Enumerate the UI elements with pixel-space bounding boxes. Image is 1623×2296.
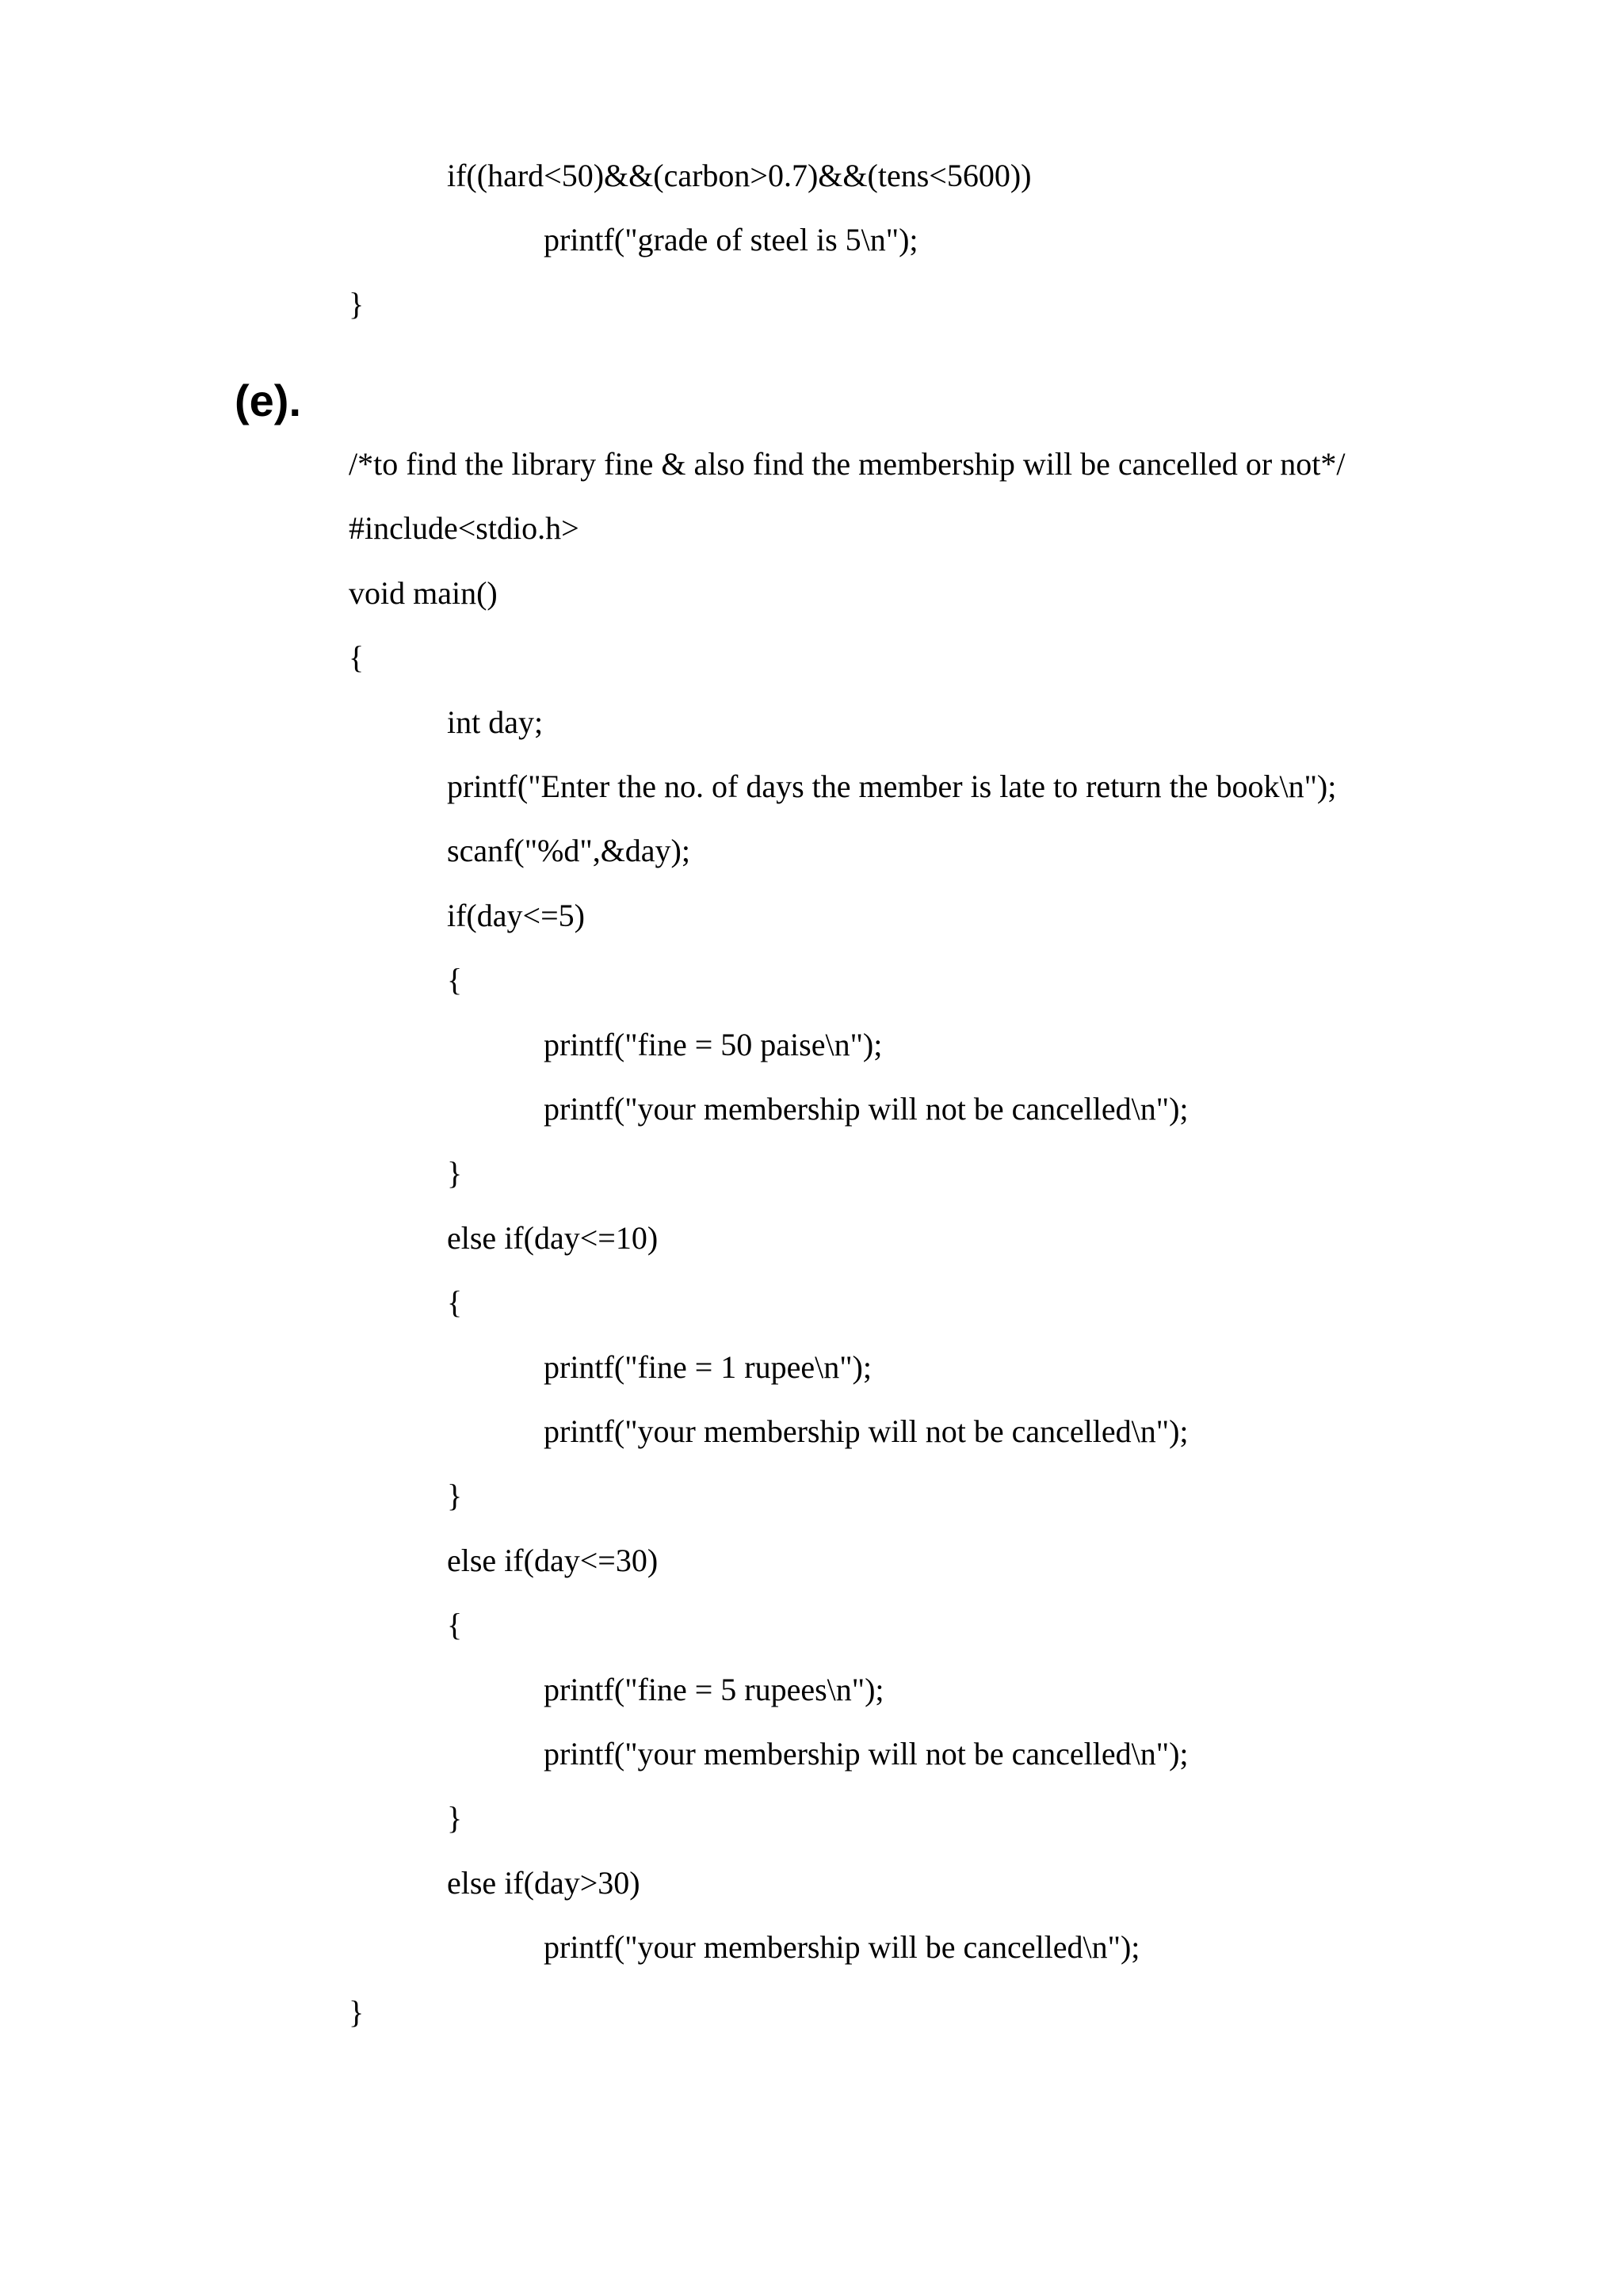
code-line: int day; [447,704,544,740]
code-line-prev-3: } [349,286,365,322]
code-line: scanf("%d",&day); [447,833,690,868]
code-line: else if(day<=10) [447,1220,659,1256]
code-line: } [447,1800,463,1836]
code-open-brace: { [349,639,365,675]
code-line: printf("your membership will not be cancelled\n"); [544,1413,1189,1449]
section-heading: (e). [235,376,301,425]
code-line: printf("fine = 5 rupees\n"); [544,1672,884,1707]
code-line: printf("fine = 1 rupee\n"); [544,1349,872,1385]
code-comment: /*to find the library fine & also find the membership will be cancelled or not*/ [349,446,1346,482]
code-line-prev-2: printf("grade of steel is 5\n"); [544,222,918,257]
code-line: printf("your membership will not be cancelled\n"); [544,1091,1189,1127]
code-line: } [447,1155,463,1191]
code-line: printf("fine = 50 paise\n"); [544,1027,883,1062]
code-line: { [447,1284,463,1320]
code-line: else if(day>30) [447,1865,640,1901]
code-line: { [447,1607,463,1642]
code-line: if(day<=5) [447,898,585,933]
code-line: { [447,962,463,997]
code-line: printf("Enter the no. of days the member is late to return the book\n"); [447,769,1337,804]
code-main-decl: void main() [349,575,498,611]
code-line-prev-1: if((hard<50)&&(carbon>0.7)&&(tens<5600)) [447,158,1032,193]
code-line: } [447,1478,463,1513]
code-line: printf("your membership will be cancelled\n"); [544,1929,1140,1965]
code-line: else if(day<=30) [447,1543,659,1578]
code-close-brace: } [349,1994,365,2030]
code-include: #include<stdio.h> [349,510,579,546]
code-line: printf("your membership will not be cancelled\n"); [544,1736,1189,1772]
